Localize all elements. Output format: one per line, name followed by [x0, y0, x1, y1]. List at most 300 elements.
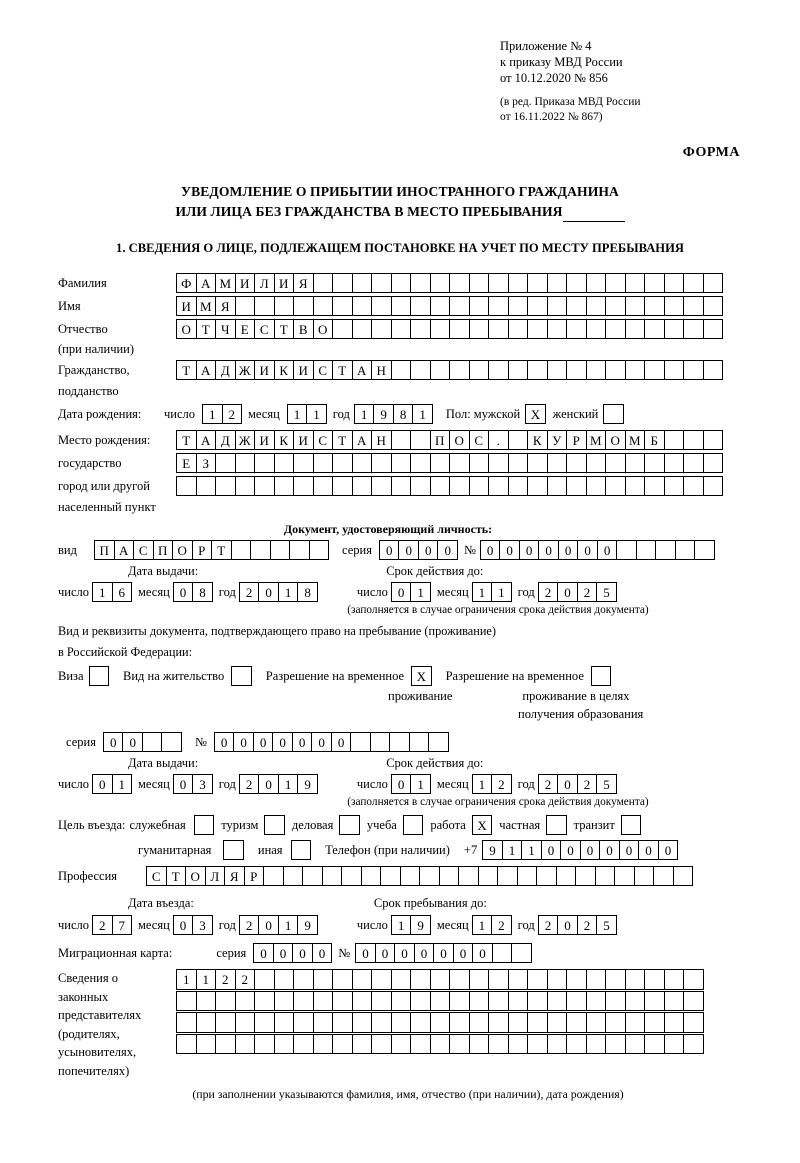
char-cell[interactable]: Б [644, 430, 665, 451]
char-cell[interactable] [595, 866, 616, 887]
char-cell[interactable] [575, 866, 596, 887]
char-cell[interactable] [547, 1012, 568, 1033]
char-cell[interactable] [605, 1012, 626, 1033]
char-cell[interactable] [391, 319, 412, 340]
char-cell[interactable] [625, 319, 646, 340]
char-cell[interactable]: 2 [538, 915, 559, 936]
char-cell[interactable]: 0 [253, 943, 274, 964]
char-cell[interactable]: Т [166, 866, 187, 887]
char-cell[interactable] [352, 296, 373, 317]
char-cell[interactable] [350, 732, 371, 753]
char-cell[interactable] [235, 476, 256, 497]
char-cell[interactable] [508, 430, 529, 451]
char-cell[interactable]: 1 [472, 774, 493, 795]
purpose-study-checkbox[interactable] [403, 815, 424, 836]
char-cell[interactable] [547, 969, 568, 990]
stay-valid-year-input[interactable] [538, 774, 616, 795]
char-cell[interactable]: 5 [596, 582, 617, 603]
char-cell[interactable] [664, 991, 685, 1012]
char-cell[interactable]: Ч [215, 319, 236, 340]
char-cell[interactable] [488, 1034, 509, 1055]
char-cell[interactable] [644, 991, 665, 1012]
char-cell[interactable]: О [172, 540, 193, 561]
char-cell[interactable] [508, 360, 529, 381]
char-cell[interactable] [449, 1012, 470, 1033]
char-cell[interactable]: Т [332, 360, 353, 381]
char-cell[interactable] [566, 319, 587, 340]
char-cell[interactable] [293, 991, 314, 1012]
char-cell[interactable] [313, 296, 334, 317]
char-cell[interactable] [391, 430, 412, 451]
char-cell[interactable] [176, 991, 197, 1012]
char-cell[interactable] [547, 296, 568, 317]
char-cell[interactable]: 0 [312, 943, 333, 964]
char-cell[interactable]: 2 [239, 582, 260, 603]
purpose-business-checkbox[interactable] [339, 815, 360, 836]
legal-input-row-4[interactable] [176, 1034, 703, 1055]
char-cell[interactable] [332, 969, 353, 990]
char-cell[interactable] [703, 319, 724, 340]
birthplace-input-row-1[interactable] [176, 430, 722, 451]
identity-doc-series-input[interactable] [379, 540, 457, 561]
char-cell[interactable]: 0 [253, 732, 274, 753]
char-cell[interactable] [313, 1034, 334, 1055]
char-cell[interactable] [274, 991, 295, 1012]
char-cell[interactable] [341, 866, 362, 887]
char-cell[interactable] [410, 476, 431, 497]
char-cell[interactable]: 1 [196, 969, 217, 990]
char-cell[interactable]: 0 [638, 840, 659, 861]
char-cell[interactable] [449, 273, 470, 294]
char-cell[interactable]: 1 [472, 582, 493, 603]
char-cell[interactable]: 2 [577, 915, 598, 936]
char-cell[interactable]: К [527, 430, 548, 451]
char-cell[interactable] [313, 991, 334, 1012]
char-cell[interactable] [270, 540, 291, 561]
char-cell[interactable] [254, 296, 275, 317]
char-cell[interactable] [449, 1034, 470, 1055]
char-cell[interactable]: 1 [306, 404, 327, 425]
char-cell[interactable] [313, 273, 334, 294]
char-cell[interactable] [625, 273, 646, 294]
char-cell[interactable]: З [196, 453, 217, 474]
purpose-other-checkbox[interactable] [291, 840, 312, 861]
char-cell[interactable] [586, 273, 607, 294]
char-cell[interactable] [625, 476, 646, 497]
char-cell[interactable] [644, 476, 665, 497]
char-cell[interactable] [586, 360, 607, 381]
char-cell[interactable] [508, 296, 529, 317]
char-cell[interactable]: С [469, 430, 490, 451]
char-cell[interactable] [430, 319, 451, 340]
char-cell[interactable]: В [293, 319, 314, 340]
char-cell[interactable]: О [185, 866, 206, 887]
char-cell[interactable] [430, 296, 451, 317]
char-cell[interactable] [449, 319, 470, 340]
char-cell[interactable]: А [196, 360, 217, 381]
char-cell[interactable] [313, 1012, 334, 1033]
char-cell[interactable]: 7 [112, 915, 133, 936]
sex-female-checkbox[interactable] [603, 404, 624, 425]
char-cell[interactable]: 0 [577, 540, 598, 561]
char-cell[interactable] [547, 1034, 568, 1055]
char-cell[interactable] [527, 969, 548, 990]
char-cell[interactable] [389, 732, 410, 753]
char-cell[interactable]: С [254, 319, 275, 340]
char-cell[interactable] [703, 296, 724, 317]
char-cell[interactable]: 3 [192, 774, 213, 795]
char-cell[interactable]: С [313, 430, 334, 451]
char-cell[interactable]: Д [215, 430, 236, 451]
char-cell[interactable]: И [235, 273, 256, 294]
char-cell[interactable] [235, 1012, 256, 1033]
char-cell[interactable]: 1 [410, 582, 431, 603]
char-cell[interactable] [410, 453, 431, 474]
char-cell[interactable]: Л [254, 273, 275, 294]
char-cell[interactable] [274, 969, 295, 990]
char-cell[interactable] [235, 991, 256, 1012]
char-cell[interactable]: Р [244, 866, 265, 887]
char-cell[interactable]: А [114, 540, 135, 561]
char-cell[interactable]: 0 [519, 540, 540, 561]
char-cell[interactable]: 2 [239, 774, 260, 795]
char-cell[interactable]: 0 [173, 774, 194, 795]
char-cell[interactable] [215, 1012, 236, 1033]
char-cell[interactable]: 1 [176, 969, 197, 990]
char-cell[interactable]: 0 [258, 582, 279, 603]
char-cell[interactable]: 0 [480, 540, 501, 561]
char-cell[interactable] [527, 991, 548, 1012]
char-cell[interactable]: М [586, 430, 607, 451]
char-cell[interactable] [644, 273, 665, 294]
char-cell[interactable]: 1 [491, 582, 512, 603]
char-cell[interactable]: 1 [278, 582, 299, 603]
char-cell[interactable]: 2 [239, 915, 260, 936]
char-cell[interactable] [566, 360, 587, 381]
char-cell[interactable] [352, 453, 373, 474]
char-cell[interactable]: 0 [311, 732, 332, 753]
char-cell[interactable]: 0 [541, 840, 562, 861]
char-cell[interactable] [683, 453, 704, 474]
char-cell[interactable] [547, 476, 568, 497]
edu-residence-checkbox[interactable] [591, 666, 612, 687]
char-cell[interactable]: Т [196, 319, 217, 340]
char-cell[interactable]: 0 [355, 943, 376, 964]
char-cell[interactable] [683, 476, 704, 497]
char-cell[interactable]: 1 [412, 404, 433, 425]
stay-until-year-input[interactable] [538, 915, 616, 936]
char-cell[interactable] [527, 1012, 548, 1033]
char-cell[interactable] [469, 1034, 490, 1055]
char-cell[interactable] [254, 476, 275, 497]
patronymic-input[interactable] [176, 319, 722, 340]
char-cell[interactable] [664, 430, 685, 451]
temp-residence-checkbox[interactable]: X [411, 666, 432, 687]
char-cell[interactable] [469, 360, 490, 381]
char-cell[interactable]: 9 [482, 840, 503, 861]
char-cell[interactable]: 0 [453, 943, 474, 964]
char-cell[interactable] [605, 991, 626, 1012]
purpose-transit-checkbox[interactable] [621, 815, 642, 836]
char-cell[interactable]: 0 [472, 943, 493, 964]
char-cell[interactable] [566, 476, 587, 497]
char-cell[interactable] [215, 453, 236, 474]
purpose-humanitarian-checkbox[interactable] [223, 840, 244, 861]
identity-issue-month-input[interactable] [173, 582, 212, 603]
char-cell[interactable] [508, 991, 529, 1012]
char-cell[interactable] [492, 943, 513, 964]
char-cell[interactable] [293, 969, 314, 990]
char-cell[interactable]: 0 [375, 943, 396, 964]
char-cell[interactable]: 1 [354, 404, 375, 425]
char-cell[interactable]: И [274, 273, 295, 294]
char-cell[interactable] [488, 273, 509, 294]
char-cell[interactable] [683, 319, 704, 340]
char-cell[interactable] [283, 866, 304, 887]
char-cell[interactable]: 0 [560, 840, 581, 861]
char-cell[interactable]: 2 [222, 404, 243, 425]
char-cell[interactable] [410, 273, 431, 294]
char-cell[interactable] [458, 866, 479, 887]
char-cell[interactable]: К [274, 430, 295, 451]
char-cell[interactable] [215, 1034, 236, 1055]
char-cell[interactable] [497, 866, 518, 887]
char-cell[interactable] [410, 430, 431, 451]
char-cell[interactable]: А [352, 430, 373, 451]
char-cell[interactable]: 0 [379, 540, 400, 561]
char-cell[interactable] [400, 866, 421, 887]
char-cell[interactable] [235, 1034, 256, 1055]
char-cell[interactable] [322, 866, 343, 887]
char-cell[interactable] [352, 476, 373, 497]
identity-doc-type-input[interactable] [94, 540, 328, 561]
char-cell[interactable]: М [625, 430, 646, 451]
char-cell[interactable] [332, 476, 353, 497]
char-cell[interactable] [527, 360, 548, 381]
char-cell[interactable] [410, 360, 431, 381]
char-cell[interactable] [586, 969, 607, 990]
surname-input[interactable] [176, 273, 722, 294]
char-cell[interactable] [231, 540, 252, 561]
char-cell[interactable] [430, 969, 451, 990]
char-cell[interactable] [469, 453, 490, 474]
char-cell[interactable] [274, 1034, 295, 1055]
char-cell[interactable]: 8 [393, 404, 414, 425]
char-cell[interactable] [488, 453, 509, 474]
entry-month-input[interactable] [173, 915, 212, 936]
char-cell[interactable]: А [196, 430, 217, 451]
char-cell[interactable] [536, 866, 557, 887]
legal-input-row-3[interactable] [176, 1012, 703, 1033]
char-cell[interactable]: Ф [176, 273, 197, 294]
char-cell[interactable] [391, 969, 412, 990]
char-cell[interactable] [293, 296, 314, 317]
char-cell[interactable]: О [313, 319, 334, 340]
identity-valid-month-input[interactable] [472, 582, 511, 603]
char-cell[interactable] [176, 1034, 197, 1055]
char-cell[interactable] [176, 476, 197, 497]
char-cell[interactable]: 0 [418, 540, 439, 561]
char-cell[interactable] [371, 969, 392, 990]
char-cell[interactable] [605, 453, 626, 474]
char-cell[interactable]: 1 [391, 915, 412, 936]
char-cell[interactable] [703, 476, 724, 497]
char-cell[interactable] [409, 732, 430, 753]
char-cell[interactable]: С [133, 540, 154, 561]
sex-male-checkbox[interactable]: X [525, 404, 546, 425]
char-cell[interactable] [644, 1012, 665, 1033]
char-cell[interactable]: М [196, 296, 217, 317]
char-cell[interactable]: 0 [233, 732, 254, 753]
char-cell[interactable] [664, 360, 685, 381]
birth-day-input[interactable] [202, 404, 241, 425]
char-cell[interactable] [586, 991, 607, 1012]
char-cell[interactable] [419, 866, 440, 887]
profession-input[interactable] [146, 866, 692, 887]
birthplace-input-row-3[interactable] [176, 476, 722, 497]
char-cell[interactable]: П [430, 430, 451, 451]
char-cell[interactable] [508, 319, 529, 340]
char-cell[interactable] [664, 969, 685, 990]
char-cell[interactable] [605, 273, 626, 294]
char-cell[interactable] [391, 476, 412, 497]
char-cell[interactable] [634, 866, 655, 887]
char-cell[interactable] [313, 453, 334, 474]
char-cell[interactable] [644, 1034, 665, 1055]
char-cell[interactable] [508, 476, 529, 497]
char-cell[interactable] [371, 273, 392, 294]
char-cell[interactable]: 0 [331, 732, 352, 753]
char-cell[interactable]: Р [566, 430, 587, 451]
char-cell[interactable] [449, 991, 470, 1012]
identity-valid-day-input[interactable] [391, 582, 430, 603]
char-cell[interactable] [176, 1012, 197, 1033]
char-cell[interactable] [196, 476, 217, 497]
char-cell[interactable] [469, 991, 490, 1012]
char-cell[interactable]: Р [192, 540, 213, 561]
char-cell[interactable]: Д [215, 360, 236, 381]
char-cell[interactable]: 0 [173, 582, 194, 603]
char-cell[interactable]: 2 [577, 774, 598, 795]
char-cell[interactable]: 5 [596, 915, 617, 936]
char-cell[interactable] [683, 296, 704, 317]
char-cell[interactable] [566, 296, 587, 317]
char-cell[interactable]: 2 [491, 774, 512, 795]
char-cell[interactable] [254, 453, 275, 474]
stay-valid-month-input[interactable] [472, 774, 511, 795]
char-cell[interactable] [527, 319, 548, 340]
char-cell[interactable]: Н [371, 430, 392, 451]
char-cell[interactable]: И [254, 360, 275, 381]
char-cell[interactable]: 0 [272, 732, 293, 753]
char-cell[interactable] [391, 296, 412, 317]
char-cell[interactable] [605, 1034, 626, 1055]
char-cell[interactable] [430, 273, 451, 294]
char-cell[interactable] [625, 1012, 646, 1033]
identity-doc-number-input[interactable] [480, 540, 714, 561]
char-cell[interactable]: 2 [92, 915, 113, 936]
char-cell[interactable] [371, 296, 392, 317]
char-cell[interactable] [527, 296, 548, 317]
char-cell[interactable] [527, 476, 548, 497]
char-cell[interactable] [430, 360, 451, 381]
char-cell[interactable]: Ж [235, 360, 256, 381]
char-cell[interactable]: Т [176, 430, 197, 451]
char-cell[interactable]: 0 [258, 915, 279, 936]
char-cell[interactable]: 0 [292, 732, 313, 753]
stay-issue-month-input[interactable] [173, 774, 212, 795]
char-cell[interactable]: 0 [394, 943, 415, 964]
char-cell[interactable]: У [547, 430, 568, 451]
char-cell[interactable] [625, 296, 646, 317]
char-cell[interactable] [196, 1012, 217, 1033]
char-cell[interactable] [449, 453, 470, 474]
char-cell[interactable] [511, 943, 532, 964]
char-cell[interactable] [274, 296, 295, 317]
char-cell[interactable] [566, 969, 587, 990]
char-cell[interactable] [370, 732, 391, 753]
char-cell[interactable] [263, 866, 284, 887]
char-cell[interactable] [430, 1034, 451, 1055]
char-cell[interactable] [586, 319, 607, 340]
purpose-tourism-checkbox[interactable] [264, 815, 285, 836]
char-cell[interactable]: 3 [192, 915, 213, 936]
char-cell[interactable] [439, 866, 460, 887]
stay-until-month-input[interactable] [472, 915, 511, 936]
entry-day-input[interactable] [92, 915, 131, 936]
identity-valid-year-input[interactable] [538, 582, 616, 603]
char-cell[interactable]: 0 [391, 774, 412, 795]
char-cell[interactable] [391, 991, 412, 1012]
char-cell[interactable] [332, 453, 353, 474]
char-cell[interactable] [683, 430, 704, 451]
purpose-service-checkbox[interactable] [194, 815, 215, 836]
char-cell[interactable]: О [176, 319, 197, 340]
char-cell[interactable] [605, 969, 626, 990]
char-cell[interactable] [605, 360, 626, 381]
char-cell[interactable]: К [274, 360, 295, 381]
char-cell[interactable] [293, 476, 314, 497]
char-cell[interactable]: М [215, 273, 236, 294]
char-cell[interactable] [675, 540, 696, 561]
char-cell[interactable] [683, 360, 704, 381]
char-cell[interactable] [703, 273, 724, 294]
char-cell[interactable] [703, 453, 724, 474]
char-cell[interactable]: Я [215, 296, 236, 317]
char-cell[interactable] [371, 476, 392, 497]
char-cell[interactable] [703, 360, 724, 381]
char-cell[interactable]: И [293, 430, 314, 451]
char-cell[interactable]: 5 [596, 774, 617, 795]
char-cell[interactable] [293, 1012, 314, 1033]
char-cell[interactable] [586, 296, 607, 317]
stay-doc-number-input[interactable] [214, 732, 448, 753]
char-cell[interactable] [566, 991, 587, 1012]
char-cell[interactable]: Е [235, 319, 256, 340]
char-cell[interactable]: 0 [557, 915, 578, 936]
char-cell[interactable] [428, 732, 449, 753]
char-cell[interactable]: 0 [414, 943, 435, 964]
identity-issue-day-input[interactable] [92, 582, 131, 603]
migration-card-series-input[interactable] [253, 943, 331, 964]
char-cell[interactable] [683, 969, 704, 990]
char-cell[interactable]: П [94, 540, 115, 561]
char-cell[interactable] [636, 540, 657, 561]
char-cell[interactable] [293, 453, 314, 474]
char-cell[interactable] [694, 540, 715, 561]
char-cell[interactable] [254, 1012, 275, 1033]
char-cell[interactable] [391, 273, 412, 294]
